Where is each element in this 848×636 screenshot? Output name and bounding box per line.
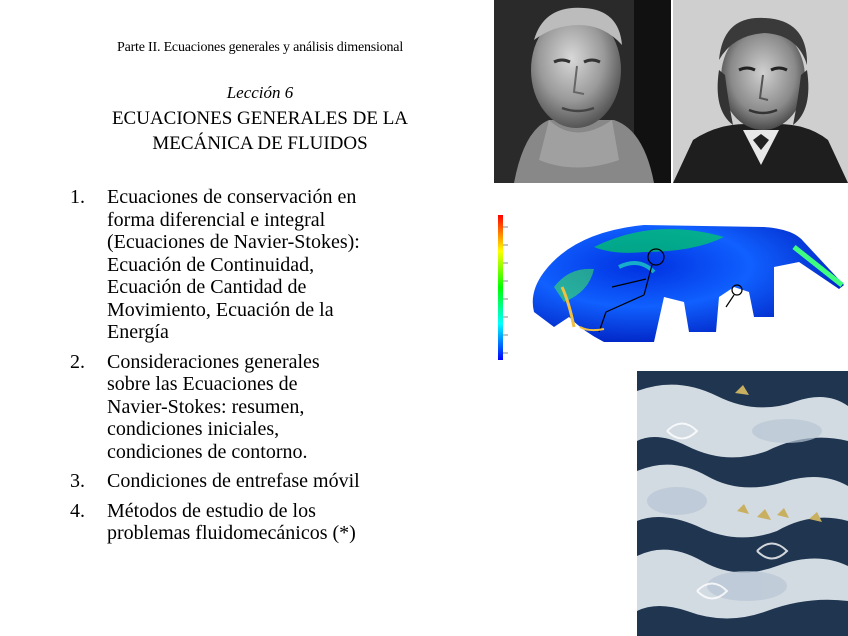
topic-number: 3. — [70, 470, 85, 492]
topic-item — [70, 470, 470, 493]
part-header: Parte II. Ecuaciones generales y análisis dimensional — [116, 40, 404, 55]
topic-text: Condiciones de entrefase móvil — [107, 470, 360, 492]
topic-item — [70, 351, 470, 464]
lesson-title-line2: MECÁNICA DE FLUIDOS — [152, 133, 368, 154]
lesson-title — [60, 106, 460, 156]
topic-number: 1. — [70, 186, 85, 208]
car-cabin-airflow-simulation — [494, 207, 848, 365]
topic-list — [70, 186, 470, 552]
portrait-bust-photo — [494, 0, 671, 183]
topic-number: 4. — [70, 499, 85, 522]
topic-text: Consideraciones generales sobre las Ecuaciones de Navier-Stokes: resumen, condiciones iniciales, condiciones de contorno. — [107, 350, 320, 463]
lesson-title-line1: ECUACIONES GENERALES DE LA — [111, 108, 409, 129]
topic-item — [70, 186, 470, 344]
topic-text: Métodos de estudio de los problemas fluidomecánicos (*) — [107, 499, 356, 544]
cloud-vortex-satellite-photo — [637, 371, 848, 636]
lesson-number: Lección 6 — [226, 83, 294, 102]
portrait-man-photo — [673, 0, 848, 183]
topic-text: Ecuaciones de conservación en forma diferencial e integral (Ecuaciones de Navier-Stokes): Ecuación de Continuidad, Ecuación de Cantidad de Movimiento, Ecuación de la Energía — [107, 186, 360, 343]
topic-item — [70, 500, 470, 545]
topic-number: 2. — [70, 350, 85, 373]
